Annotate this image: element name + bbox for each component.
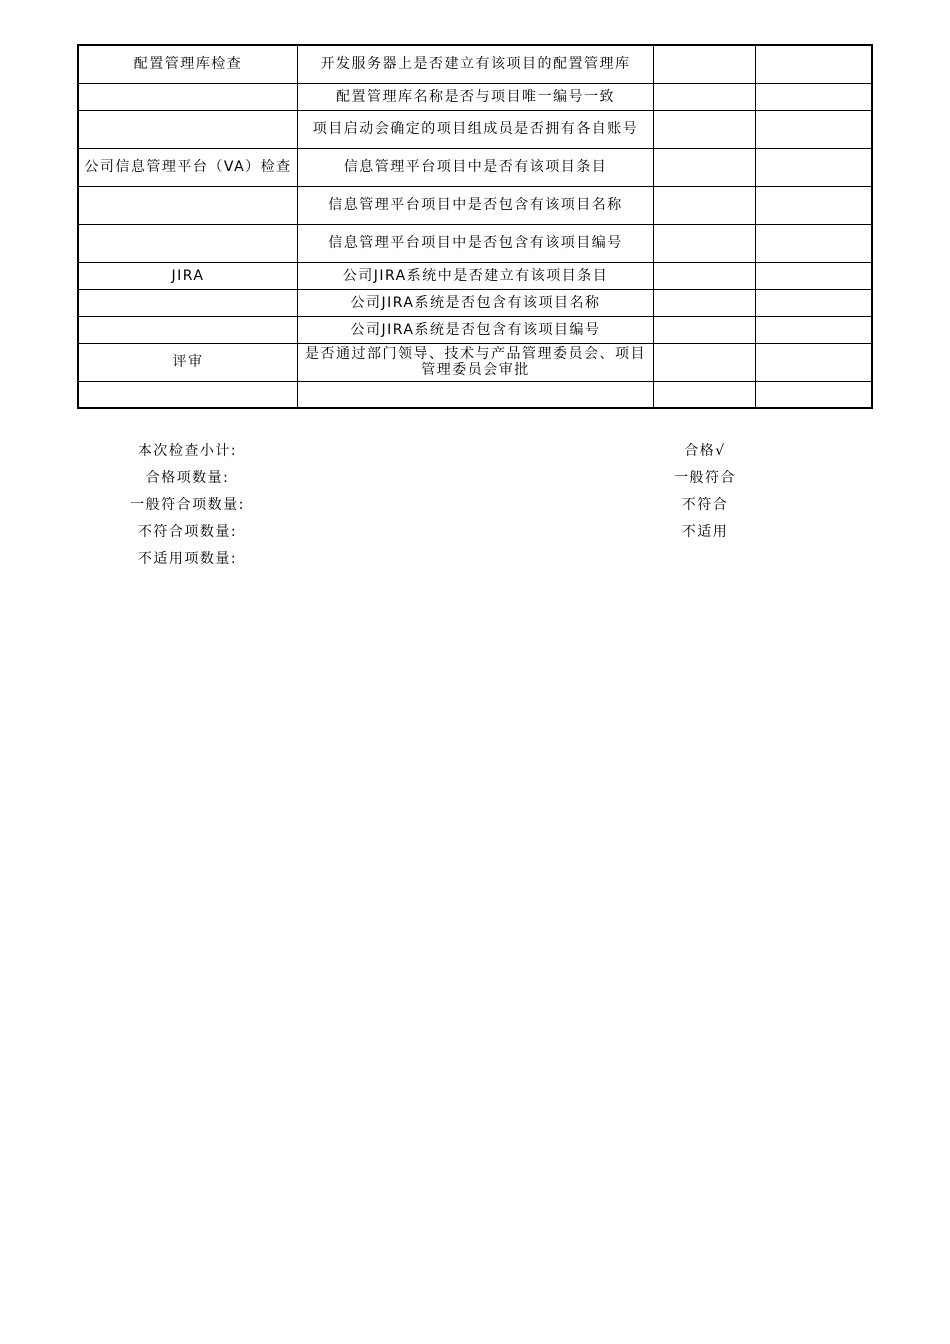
result-cell[interactable] xyxy=(653,186,755,224)
remark-cell[interactable] xyxy=(756,289,872,316)
item-cell: 信息管理平台项目中是否包含有该项目编号 xyxy=(298,224,654,262)
category-cell xyxy=(78,83,298,110)
category-cell: 公司信息管理平台（VA）检查 xyxy=(78,148,298,186)
item-cell: 信息管理平台项目中是否有该项目条目 xyxy=(298,148,654,186)
remark-cell[interactable] xyxy=(756,83,872,110)
remark-cell[interactable] xyxy=(756,343,872,381)
remark-cell[interactable] xyxy=(756,148,872,186)
remark-cell[interactable] xyxy=(756,224,872,262)
category-cell: 配置管理库检查 xyxy=(78,45,298,83)
result-cell[interactable] xyxy=(653,289,755,316)
category-cell: JIRA xyxy=(78,262,298,289)
result-cell[interactable] xyxy=(653,224,755,262)
item-cell: 项目启动会确定的项目组成员是否拥有各自账号 xyxy=(298,110,654,148)
table-row xyxy=(78,186,872,224)
category-cell xyxy=(78,186,298,224)
category-cell xyxy=(78,224,298,262)
category-cell xyxy=(78,110,298,148)
result-cell[interactable] xyxy=(653,262,755,289)
remark-cell[interactable] xyxy=(756,262,872,289)
legend-fail: 不符合 xyxy=(681,497,729,513)
item-cell: 公司JIRA系统是否包含有该项目名称 xyxy=(298,289,654,316)
category-cell xyxy=(78,289,298,316)
item-cell: 是否通过部门领导、技术与产品管理委员会、项目管理委员会审批 xyxy=(298,343,654,381)
table-row xyxy=(78,224,872,262)
remark-cell[interactable] xyxy=(756,316,872,343)
table-row xyxy=(78,289,872,316)
item-cell: 公司JIRA系统是否包含有该项目编号 xyxy=(298,316,654,343)
item-cell: 信息管理平台项目中是否包含有该项目名称 xyxy=(298,186,654,224)
item-cell xyxy=(298,381,654,408)
category-cell xyxy=(78,316,298,343)
pass-count-label: 合格项数量: xyxy=(145,470,230,486)
check-table xyxy=(77,44,873,409)
summary-counts xyxy=(100,438,275,573)
table-row xyxy=(78,316,872,343)
remark-cell[interactable] xyxy=(756,110,872,148)
result-legend xyxy=(650,438,760,546)
item-cell: 配置管理库名称是否与项目唯一编号一致 xyxy=(298,83,654,110)
legend-pass: 合格√ xyxy=(684,443,726,459)
table-row xyxy=(78,45,872,83)
result-cell[interactable] xyxy=(653,381,755,408)
remark-cell[interactable] xyxy=(756,381,872,408)
table-row xyxy=(78,110,872,148)
fail-count-label: 不符合项数量: xyxy=(137,524,238,540)
item-cell: 开发服务器上是否建立有该项目的配置管理库 xyxy=(298,45,654,83)
table-row xyxy=(78,83,872,110)
table-row xyxy=(78,148,872,186)
table-row xyxy=(78,262,872,289)
legend-na: 不适用 xyxy=(681,524,729,540)
legend-partial: 一般符合 xyxy=(674,470,736,486)
result-cell[interactable] xyxy=(653,316,755,343)
result-cell[interactable] xyxy=(653,83,755,110)
category-cell xyxy=(78,381,298,408)
na-count-label: 不适用项数量: xyxy=(137,551,238,567)
result-cell[interactable] xyxy=(653,110,755,148)
table-row xyxy=(78,381,872,408)
category-cell: 评审 xyxy=(78,343,298,381)
subtotal-label: 本次检查小计: xyxy=(137,443,238,459)
result-cell[interactable] xyxy=(653,343,755,381)
item-cell: 公司JIRA系统中是否建立有该项目条目 xyxy=(298,262,654,289)
remark-cell[interactable] xyxy=(756,45,872,83)
partial-count-label: 一般符合项数量: xyxy=(130,497,245,513)
result-cell[interactable] xyxy=(653,148,755,186)
result-cell[interactable] xyxy=(653,45,755,83)
remark-cell[interactable] xyxy=(756,186,872,224)
table-row xyxy=(78,343,872,381)
